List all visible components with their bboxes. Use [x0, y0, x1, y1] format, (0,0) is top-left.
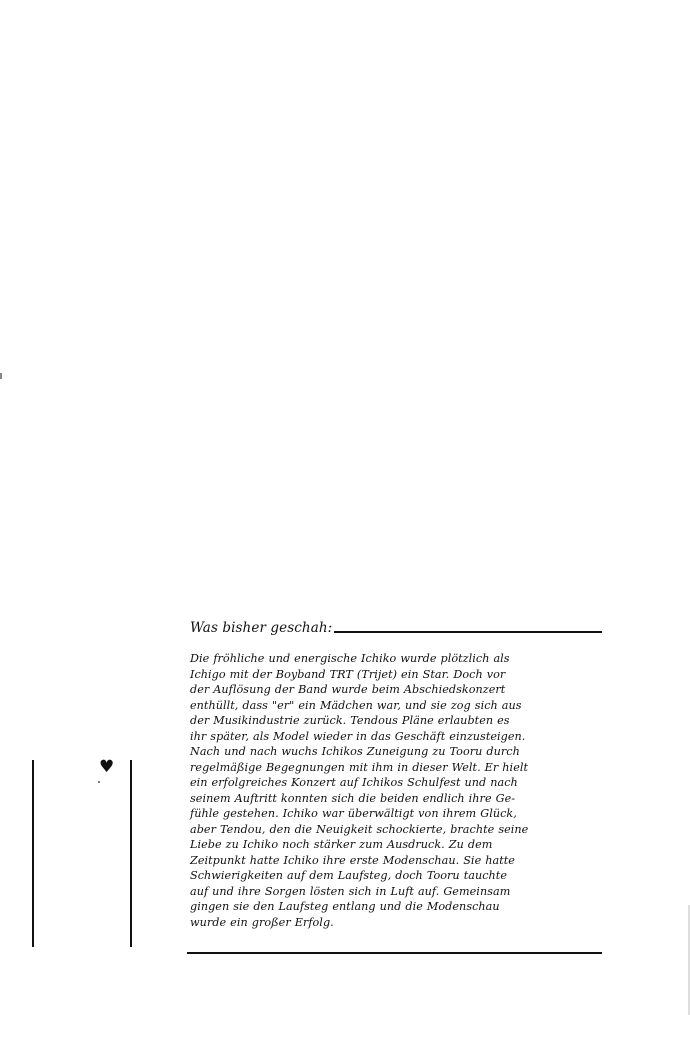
ink-speck	[98, 781, 100, 783]
recap-bottom-rule	[187, 952, 602, 954]
summary-line: Ichigo mit der Boyband TRT (Trijet) ein Star. Doch vor	[190, 667, 506, 681]
summary-line: Schwierigkeiten auf dem Laufsteg, doch Tooru tauchte	[190, 869, 508, 882]
recap-header	[190, 616, 602, 636]
margin-bar-right	[130, 760, 132, 947]
page-edge-mark	[0, 373, 2, 379]
summary-line: ihr später, als Model wieder in das Geschäft einzusteigen.	[190, 729, 526, 743]
summary-line: wurde ein großer Erfolg.	[190, 915, 334, 929]
summary-line: ein erfolgreiches Konzert auf Ichikos Schulfest und nach	[190, 776, 518, 789]
summary-line: seinem Auftritt konnten sich die beiden endlich ihre Ge-	[190, 791, 516, 805]
heart-icon: ♥	[99, 757, 115, 777]
title-underline-rule	[334, 631, 602, 633]
summary-line: aber Tendou, den die Neuigkeit schockierte, brachte seine	[190, 822, 529, 836]
summary-line: fühle gestehen. Ichiko war überwältigt von ihrem Glück,	[190, 807, 517, 820]
summary-line: gingen sie den Laufsteg entlang und die Modenschau	[190, 900, 500, 913]
summary-line: Liebe zu Ichiko noch stärker zum Ausdruck. Zu dem	[190, 838, 493, 851]
margin-bar-left	[32, 760, 34, 947]
summary-line: der Musikindustrie zurück. Tendous Pläne erlaubten es	[190, 714, 510, 727]
summary-line: Zeitpunkt hatte Ichiko ihre erste Modenschau. Sie hatte	[190, 853, 515, 867]
summary-line: der Auflösung der Band wurde beim Abschiedskonzert	[190, 683, 506, 696]
recap-summary-text	[190, 651, 602, 930]
summary-line: auf und ihre Sorgen lösten sich in Luft auf. Gemeinsam	[190, 884, 511, 898]
recap-title: Was bisher geschah:	[190, 620, 333, 636]
summary-line: enthüllt, dass "er" ein Mädchen war, und sie zog sich aus	[190, 698, 522, 712]
summary-line: Nach und nach wuchs Ichikos Zuneigung zu Tooru durch	[190, 745, 520, 758]
summary-line: Die fröhliche und energische Ichiko wurde plötzlich als	[190, 652, 510, 665]
summary-line: regelmäßige Begegnungen mit ihm in dieser Welt. Er hielt	[190, 760, 529, 774]
